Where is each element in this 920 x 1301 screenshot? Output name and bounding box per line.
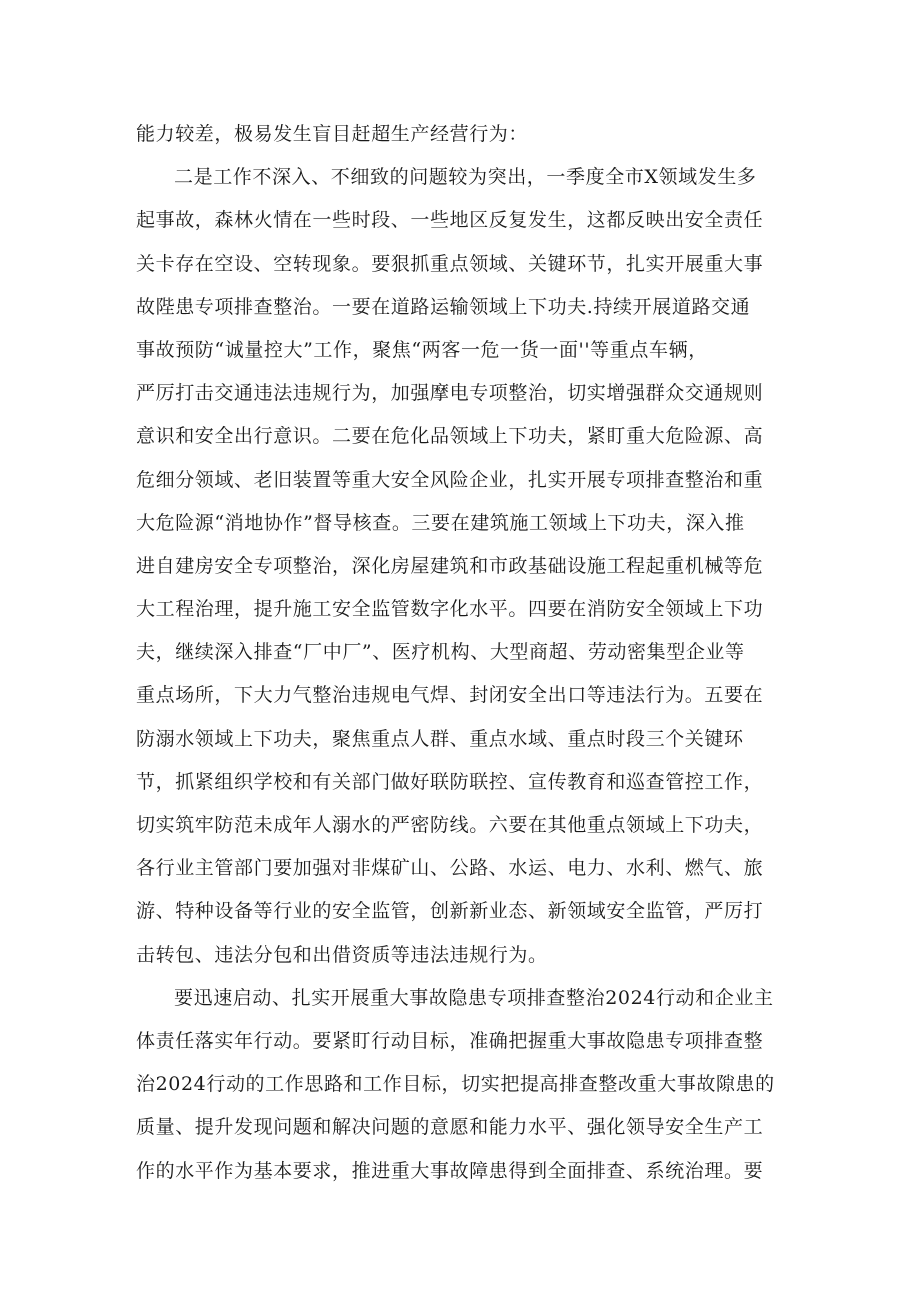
text-line: 游、特种设备等行业的安全监管，创新新业态、新领域安全监管，严厉打 — [136, 900, 764, 923]
text-line: 防溺水领域上下功夫，聚焦重点人群、重点水域、重点时段三个关键环 — [136, 727, 744, 750]
document-body — [136, 113, 786, 1193]
text-line: 进自建房安全专项整治，深化房屋建筑和市政基础设施工程起重机械等危 — [136, 554, 764, 577]
text-line: 关卡存在空设、空转现象。要狠抓重点领域、关键环节，扎实开展重大事 — [136, 252, 764, 275]
text-line: 意识和安全出行意识。二要在危化品领域上下功夫，紧盯重大危险源、高 — [136, 425, 764, 448]
text-line: 夫，继续深入排查“厂中厂”、医疗机构、大型商超、劳动密集型企业等 — [136, 641, 745, 664]
text-line: 大危险源“消地协作”督导核查。三要在建筑施工领域上下功夫，深入推 — [136, 511, 745, 534]
text-line: 节，抓紧组织学校和有关部门做好联防联控、宣传教育和巡查管控工作， — [136, 770, 764, 793]
text-line: 体责任落实年行动。要紧盯行动目标，准确把握重大事故隐患专项排查整 — [136, 1029, 764, 1052]
text-line: 击转包、违法分包和出借资质等违法违规行为。 — [136, 943, 548, 966]
text-line: 危细分领域、老旧装置等重大安全风险企业，扎实开展专项排查整治和重 — [136, 468, 764, 491]
paragraph-first-line: 二是工作不深入、不细致的问题较为突出，一季度全市X领域发生多 — [174, 166, 757, 189]
text-line: 治2024行动的工作思路和工作目标，切实把提高排查整改重大事故隙患的 — [136, 1073, 775, 1096]
text-line: 重点场所，下大力气整治违规电气焊、封闭安全出口等违法行为。五要在 — [136, 684, 764, 707]
text-line: 起事故，森林火情在一些时段、一些地区反复发生，这都反映出安全责任 — [136, 209, 764, 232]
text-line: 故陛患专项排查整治。一要在道路运输领域上下功夫.持续开展道路交通 — [136, 295, 751, 318]
text-line: 切实筑牢防范未成年人溺水的严密防线。六要在其他重点领域上下功夫， — [136, 814, 764, 836]
paragraph-first-line: 要迅速启动、扎实开展重大事故隐患专项排查整治2024行动和企业主 — [174, 986, 774, 1009]
text-line: 各行业主管部门要加强对非煤矿山、公路、水运、电力、水利、燃气、旅 — [136, 857, 764, 880]
text-line: 作的水平作为基本要求，推进重大事故障患得到全面排查、系统治理。要 — [136, 1159, 764, 1182]
text-line: 质量、提升发现问题和解决问题的意愿和能力水平、强化领导安全生产工 — [136, 1116, 764, 1139]
text-line: 严厉打击交通违法违规行为，加强摩电专项整治，切实增强群众交通规则 — [136, 382, 764, 405]
text-line: 能力较差，极易发生盲目赶超生产经营行为： — [136, 123, 529, 145]
text-line: 事故预防“诚量控大”工作，聚焦“两客一危一货一面''等重点车辆， — [136, 338, 708, 361]
text-line: 大工程治理，提升施工安全监管数字化水平。四要在消防安全领域上下功 — [136, 598, 764, 621]
